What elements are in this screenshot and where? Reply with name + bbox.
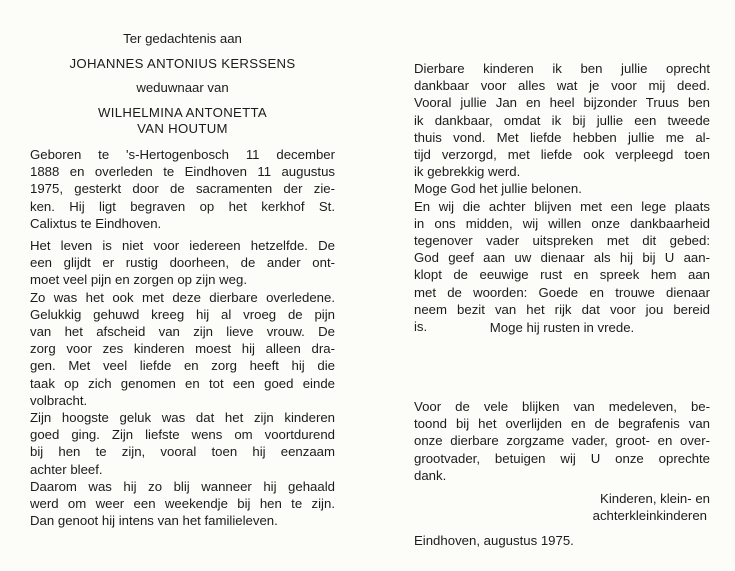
rest-in-peace: Moge hij rusten in vrede. bbox=[489, 320, 635, 335]
text-line: En wij die achter blijven met een lege plaats bbox=[414, 198, 710, 214]
text-line: gen. Met veel liefde en zorg heeft hij die bbox=[30, 358, 335, 374]
text-line: God geef aan uw dienaar als hij bij U aan- bbox=[414, 250, 710, 266]
bio-line: 1975, gesterkt door de sacramenten der zie- bbox=[30, 181, 335, 197]
spouse-name-line1: WILHELMINA ANTONETTA bbox=[98, 105, 267, 120]
text-line: Het leven is niet voor iedereen hetzelfde. De bbox=[30, 238, 335, 253]
text-line: taak op zich genomen en tot een goed einde bbox=[30, 375, 335, 391]
thanks-paragraph bbox=[414, 398, 710, 484]
text-line: in ons midden, wij willen onze dankbaarheid bbox=[414, 215, 710, 231]
signature-line1: Kinderen, klein- en bbox=[600, 491, 710, 506]
text-line: is. bbox=[414, 319, 428, 335]
text-line: Daarom was hij zo blij wanneer hij gehaald bbox=[30, 478, 335, 494]
bio-line: ken. Hij ligt begraven op het kerkhof St. bbox=[30, 198, 335, 214]
text-line: goed ging. Zijn liefste wens om voortdurend bbox=[30, 427, 335, 443]
text-line: zorg voor zes kinderen moest hij alleen dra- bbox=[30, 341, 335, 357]
text-line: een glijdt er rustig doorheen, de ander ont- bbox=[30, 255, 335, 271]
text-line: thuis vond. Met liefde hebben jullie me al- bbox=[414, 129, 710, 145]
memory-heading: Ter gedachtenis aan bbox=[123, 31, 242, 46]
text-line: volbracht. bbox=[30, 392, 88, 408]
text-line: Zo was het ook met deze dierbare overledene. bbox=[30, 289, 335, 305]
text-line: tegenover vader uitspreken met dit gebed: bbox=[414, 233, 710, 249]
text-line: Dierbare kinderen ik ben jullie oprecht bbox=[414, 61, 710, 76]
text-line: tijd verzorgd, met liefde ook verpleegd toen bbox=[414, 147, 710, 163]
text-line: moet veel pijn en zorgen op zijn weg. bbox=[30, 272, 247, 288]
text-line: dank. bbox=[414, 467, 447, 483]
text-line: Zijn hoogste geluk was dat het zijn kinderen bbox=[30, 410, 335, 426]
text-line: van het afscheid van zijn lieve vrouw. De bbox=[30, 324, 335, 340]
text-line: Dan genoot hij intens van het familieleven. bbox=[30, 513, 278, 529]
bio-paragraph bbox=[30, 146, 335, 232]
text-line: onze dierbare zorgzame vader, groot- en over- bbox=[414, 433, 710, 449]
text-line: Gelukkig gehuwd kreeg hij al vroeg de pijn bbox=[30, 306, 335, 322]
place-date: Eindhoven, augustus 1975. bbox=[414, 533, 574, 548]
text-line: klopt de eeuwige rust en spreek hem aan bbox=[414, 267, 710, 283]
spouse-name-line2: VAN HOUTUM bbox=[137, 121, 228, 136]
text-line: neem bezit van het rijk dat voor jou bereid bbox=[414, 301, 710, 317]
text-line: dankbaar voor alles wat je voor mij deed. bbox=[414, 78, 710, 94]
bio-line: 1888 en overleden te Eindhoven 11 augustus bbox=[30, 164, 335, 180]
text-line: Voor de vele blijken van medeleven, be- bbox=[414, 399, 710, 414]
text-line: Moge God het jullie belonen. bbox=[414, 181, 582, 197]
widower-of: weduwnaar van bbox=[136, 80, 229, 95]
text-line: ik gebrekkig werd. bbox=[414, 164, 521, 180]
text-line: ik dankbaar, omdat ik bij jullie een tweede bbox=[414, 112, 710, 128]
text-line: achter bleef. bbox=[30, 461, 103, 477]
life-text bbox=[30, 237, 335, 529]
gratitude-text bbox=[414, 60, 710, 335]
text-line: Vooral jullie Jan en heel bijzonder Truus ben bbox=[414, 95, 710, 111]
deceased-name: JOHANNES ANTONIUS KERSSENS bbox=[69, 56, 296, 71]
bio-line: Geboren te 's-Hertogenbosch 11 december bbox=[30, 147, 335, 162]
text-line: werd om weer een weekendje bij hen te zijn. bbox=[30, 496, 335, 512]
signature-line2: achterkleinkinderen bbox=[592, 508, 707, 523]
text-line: grootvader, betuigen wij U onze oprechte bbox=[414, 450, 710, 466]
text-line: bij hen te zijn, vooral toen hij eenzaam bbox=[30, 444, 335, 460]
bio-line: Calixtus te Eindhoven. bbox=[30, 215, 162, 231]
text-line: toond bij het overlijden en de begrafenis van bbox=[414, 416, 710, 432]
text-line: met de woorden: Goede en trouwe dienaar bbox=[414, 284, 710, 300]
